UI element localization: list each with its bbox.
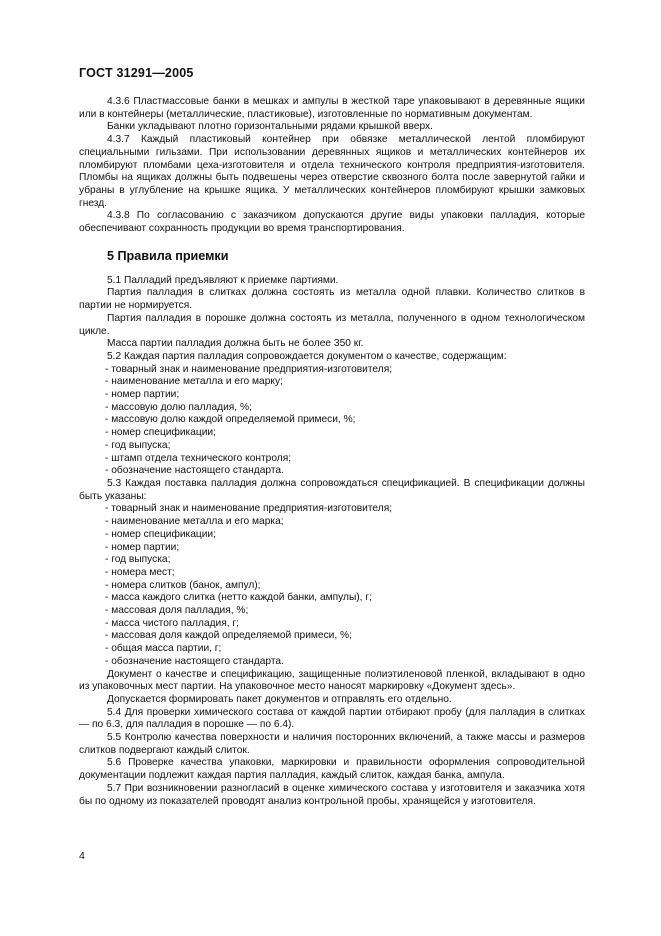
paragraph: 4.3.7 Каждый пластиковый контейнер при обвязке металлической лентой пломбируют специальными гильзами. При использовании деревянных ящиков и металлических контейнеров их пломбируют пломбами цеха-изготовителя и отдела технического контроля предприятия-изготовителя. Пломбы на ящиках должны быть подвешены через отверстие сквозного болта после завернутой гайки и убраны в углубление на крышке ящика. У металлических контейнеров пломбируют крышки замковых гнезд.: [79, 134, 585, 209]
paragraph: 5.4 Для проверки химического состава от каждой партии отбирают пробу (для палладия в слитках — по 6.3, для палладия в порошке — по 6.4).: [79, 706, 585, 731]
list-item: - номер спецификации;: [105, 427, 216, 439]
list-item: - масса чистого палладия, г;: [105, 617, 239, 629]
standard-header: ГОСТ 31291—2005: [79, 66, 194, 80]
list-item: - год выпуска;: [105, 439, 171, 451]
list-item: - номер спецификации;: [105, 528, 216, 540]
paragraph: 4.3.6 Пластмассовые банки в мешках и ампулы в жесткой таре упаковывают в деревянные ящики или в контейнеры (металлические, пластиковые), изготовленные по нормативным документам.: [79, 96, 585, 120]
list-item: - масса каждого слитка (нетто каждой банки, ампулы), г;: [105, 592, 372, 604]
paragraph: Масса партии палладия должна быть не более 350 кг.: [107, 338, 364, 350]
list-item: - номер партии;: [105, 541, 180, 553]
paragraph: 5.2 Каждая партия палладия сопровождается документом о качестве, содержащим:: [107, 350, 507, 362]
paragraph: 5.1 Палладий предъявляют к приемке партиями.: [107, 274, 339, 286]
list-item: - наименование металла и его марка;: [105, 516, 284, 528]
paragraph: 5.7 При возникновении разногласий в оценке химического состава у изготовителя и заказчика хотя бы по одному из показателей проводят анализ контрольной пробы, хранящейся у изготовителя.: [79, 782, 585, 807]
list-item: - товарный знак и наименование предприятия-изготовителя;: [105, 363, 393, 375]
page-number: 4: [79, 850, 85, 862]
list-item: - общая масса партии, г;: [105, 643, 222, 655]
paragraph: Банки укладывают плотно горизонтальными рядами крышкой вверх.: [107, 121, 433, 133]
paragraph: Партия палладия в порошке должна состоять из металла, полученного в одном технологическом цикле.: [79, 312, 585, 337]
paragraph: 5.6 Проверке качества упаковки, маркировки и правильности оформления сопроводительной документации подлежит каждая партия палладия, каждый слиток, каждая банка, ампула.: [79, 757, 585, 782]
list-item: - массовую долю палладия, %;: [105, 401, 252, 413]
paragraph: 5.5 Контролю качества поверхности и наличия посторонних включений, а также массы и размеров слитков подвергают каждый слиток.: [79, 732, 585, 756]
list-item: - массовая доля каждой определяемой примеси, %;: [105, 630, 352, 642]
document-body: [79, 96, 585, 808]
list-item: - массовая доля палладия, %;: [105, 605, 249, 617]
paragraph: Документ о качестве и спецификацию, защищенные полиэтиленовой пленкой, вкладывают в одно из упаковочных мест партии. На упаковочное место наносят маркировку «Документ здесь».: [79, 668, 585, 693]
list-item: - номера слитков (банок, ампул);: [105, 579, 261, 591]
paragraph: 4.3.8 По согласованию с заказчиком допускаются другие виды упаковки палладия, которые обеспечивают сохранность продукции во время транспортирования.: [79, 210, 585, 235]
list-item: - штамп отдела технического контроля;: [105, 452, 292, 464]
list-item: - товарный знак и наименование предприятия-изготовителя;: [105, 503, 393, 515]
paragraph: Партия палладия в слитках должна состоять из металла одной плавки. Количество слитков в партии не нормируется.: [79, 287, 585, 312]
list-item: - обозначение настоящего стандарта.: [105, 465, 284, 477]
paragraph: 5.3 Каждая поставка палладия должна сопровождаться спецификацией. В спецификации должны быть указаны:: [79, 477, 585, 502]
list-item: - массовую долю каждой определяемой примеси, %;: [105, 414, 356, 426]
list-item: - наименование металла и его марку;: [105, 376, 283, 388]
section-heading: 5 Правила приемки: [107, 248, 229, 263]
list-item: - номер партии;: [105, 389, 180, 401]
list-item: - номера мест;: [105, 566, 175, 578]
paragraph: Допускается формировать пакет документов и отправлять его отдельно.: [107, 693, 452, 705]
list-item: - год выпуска;: [105, 554, 171, 566]
list-item: - обозначение настоящего стандарта.: [105, 655, 284, 667]
